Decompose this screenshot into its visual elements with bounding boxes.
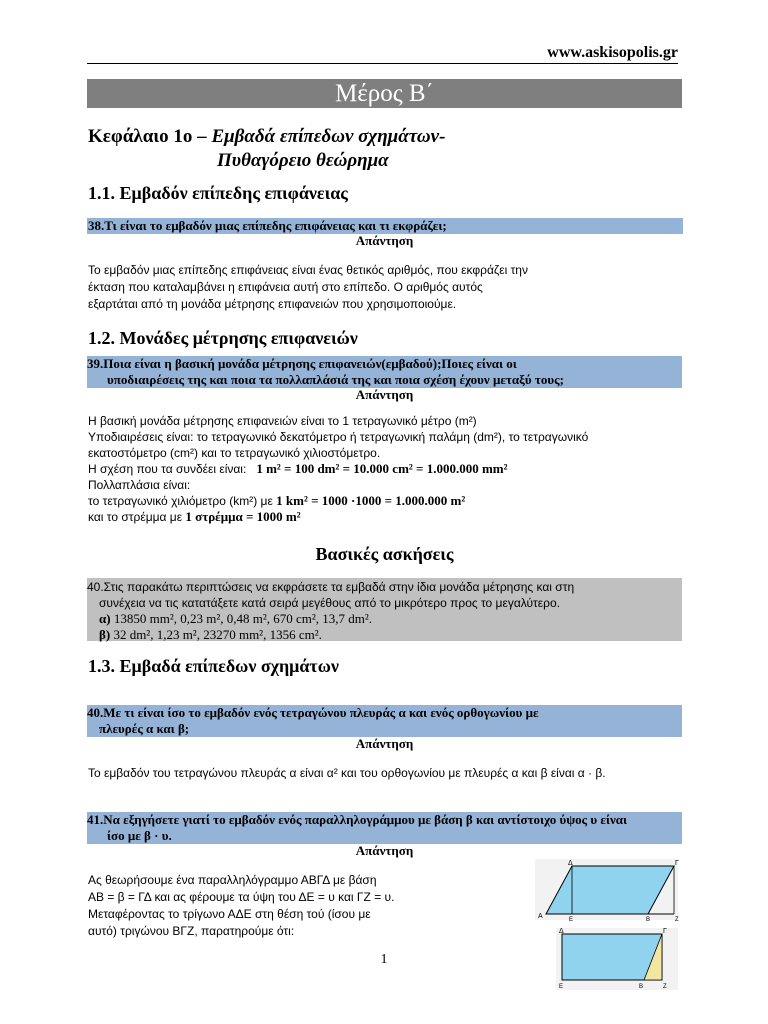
exercise-40-a: α) 13850 mm², 0,23 m², 0,48 m², 670 cm², 13,7 dm². [99, 611, 373, 626]
label-delta: Δ [568, 860, 573, 867]
header-rule [87, 63, 678, 64]
label-e-2: E [559, 984, 564, 990]
label-gamma-2: Γ [663, 928, 667, 935]
answer-label-41: Απάντηση [355, 843, 414, 858]
chapter-title-line1: Εμβαδά επίπεδων σχημάτων- [211, 126, 446, 147]
exercise-40-line: συνέχεια να τις κατατάξετε κατά σειρά μεγέθους από το μικρότερο προς το μεγαλύτερο. [99, 596, 560, 610]
answer-39-line: Πολλαπλάσια είναι: [88, 478, 191, 492]
page-number: 1 [380, 952, 388, 967]
label-b-2: B [639, 984, 644, 990]
answer-39-line: εκατοστόμετρο (cm²) και το τετραγωνικό χιλιοστόμετρο. [88, 446, 381, 460]
label-z-2: Z [663, 984, 667, 990]
question-41 [87, 812, 682, 844]
answer-38 [88, 262, 683, 313]
answer-39 [88, 413, 683, 525]
basic-exercises-heading: Βασικές ασκήσεις [315, 544, 454, 564]
answer-39-line: Η βασική μονάδα μέτρησης επιφανειών είναι το 1 τετραγωνικό μέτρο (m²) [88, 414, 477, 428]
section-heading-1-2: 1.2. Μονάδες μέτρησης επιφανειών [88, 328, 358, 348]
answer-41-line: Μεταφέροντας το τρίγωνο ΑΔΕ στη θέση τού (ίσου με [88, 907, 371, 921]
part-banner: Μέρος Β΄ [87, 79, 682, 108]
answer-38-line: Το εμβαδόν μιας επίπεδης επιφάνειας είναι ένας θετικός αριθμός, που εκφράζει την [88, 263, 528, 277]
answer-41-line: Ας θεωρήσουμε ένα παραλληλόγραμμο ΑΒΓΔ με βάση [88, 873, 377, 887]
exercise-40-b: β) 32 dm², 1,23 m², 23270 mm², 1356 cm². [99, 627, 322, 642]
answer-label-38: Απάντηση [355, 233, 414, 248]
site-url[interactable]: www.askisopolis.gr [547, 44, 678, 61]
question-38: 38.Τι είναι το εμβαδόν μιας επίπεδης επιφάνειας και τι εκφράζει; [87, 218, 683, 234]
question-40-line: πλευρές α και β; [99, 721, 190, 736]
question-39 [87, 356, 682, 388]
answer-41-line: αυτό) τριγώνου ΒΓΖ, παρατηρούμε ότι: [88, 924, 295, 938]
question-39-line: υποδιαιρέσεις της και ποια τα πολλαπλάσιά της και ποια σχέση έχουν μεταξύ τους; [107, 372, 564, 387]
exercise-40 [87, 578, 682, 641]
section-heading-1-1: 1.1. Εμβαδόν επίπεδης επιφάνειας [88, 183, 348, 203]
question-41-line: ίσο με β · υ. [107, 828, 172, 843]
section-heading-1-3: 1.3. Εμβαδά επίπεδων σχημάτων [88, 656, 339, 676]
label-e: E [569, 917, 574, 923]
label-a: A [538, 913, 543, 920]
chapter-title-line2: Πυθαγόρειο θεώρημα [217, 150, 389, 171]
answer-label-39: Απάντηση [355, 387, 414, 402]
label-gamma: Γ [675, 860, 679, 867]
question-40-line: 40.Με τι είναι ίσο το εμβαδόν ενός τετραγώνου πλευράς α και ενός ορθογωνίου με [87, 705, 539, 720]
chapter-prefix: Κεφάλαιο 1ο – [88, 126, 212, 147]
answer-41-line: ΑΒ = β = ΓΔ και ας φέρουμε τα ύψη του ΔΕ = υ και ΓΖ = υ. [88, 890, 395, 904]
answer-39-line: Υποδιαιρέσεις είναι: το τετραγωνικό δεκατόμετρο ή τετραγωνική παλάμη (dm²), το τετραγωνικό [88, 430, 589, 444]
label-z: Z [675, 917, 679, 923]
answer-label-40: Απάντηση [355, 736, 414, 751]
answer-39-relation: Η σχέση που τα συνδέει είναι: 1 m² = 100 dm² = 10.000 cm² = 1.000.000 mm² [88, 461, 508, 476]
answer-41 [88, 872, 468, 940]
answer-39-km: το τετραγωνικό χιλιόμετρο (km²) με 1 km² = 1000 ·1000 = 1.000.000 m² [88, 493, 466, 508]
answer-39-stremma: και το στρέμμα με 1 στρέμμα = 1000 m² [88, 509, 301, 524]
parallelogram-figure [532, 856, 682, 990]
question-41-line: 41.Να εξηγήσετε γιατί το εμβαδόν ενός παραλληλογράμμου με βάση β και αντίστοιχο ύψος υ είναι [87, 812, 628, 827]
answer-38-line: εξαρτάται από τη μονάδα μέτρησης επιφανειών που χρησιμοποιούμε. [88, 297, 457, 311]
label-b: B [646, 917, 651, 923]
question-40 [87, 705, 682, 737]
exercise-40-line: 40.Στις παρακάτω περιπτώσεις να εκφράσετε τα εμβαδά στην ίδια μονάδα μέτρησης και στη [87, 580, 575, 594]
chapter-title [88, 125, 445, 173]
question-39-line: 39.Ποια είναι η βασική μονάδα μέτρησης επιφανειών(εμβαδού);Ποιες είναι οι [87, 356, 517, 371]
answer-40: Το εμβαδόν του τετραγώνου πλευράς α είναι α² και του ορθογωνίου με πλευρές α και β είναι α · β. [88, 766, 606, 780]
answer-38-line: έκταση που καταλαμβάνει η επιφάνεια αυτή στο επίπεδο. Ο αριθμός αυτός [88, 280, 483, 294]
label-delta-2: Δ [559, 928, 564, 935]
